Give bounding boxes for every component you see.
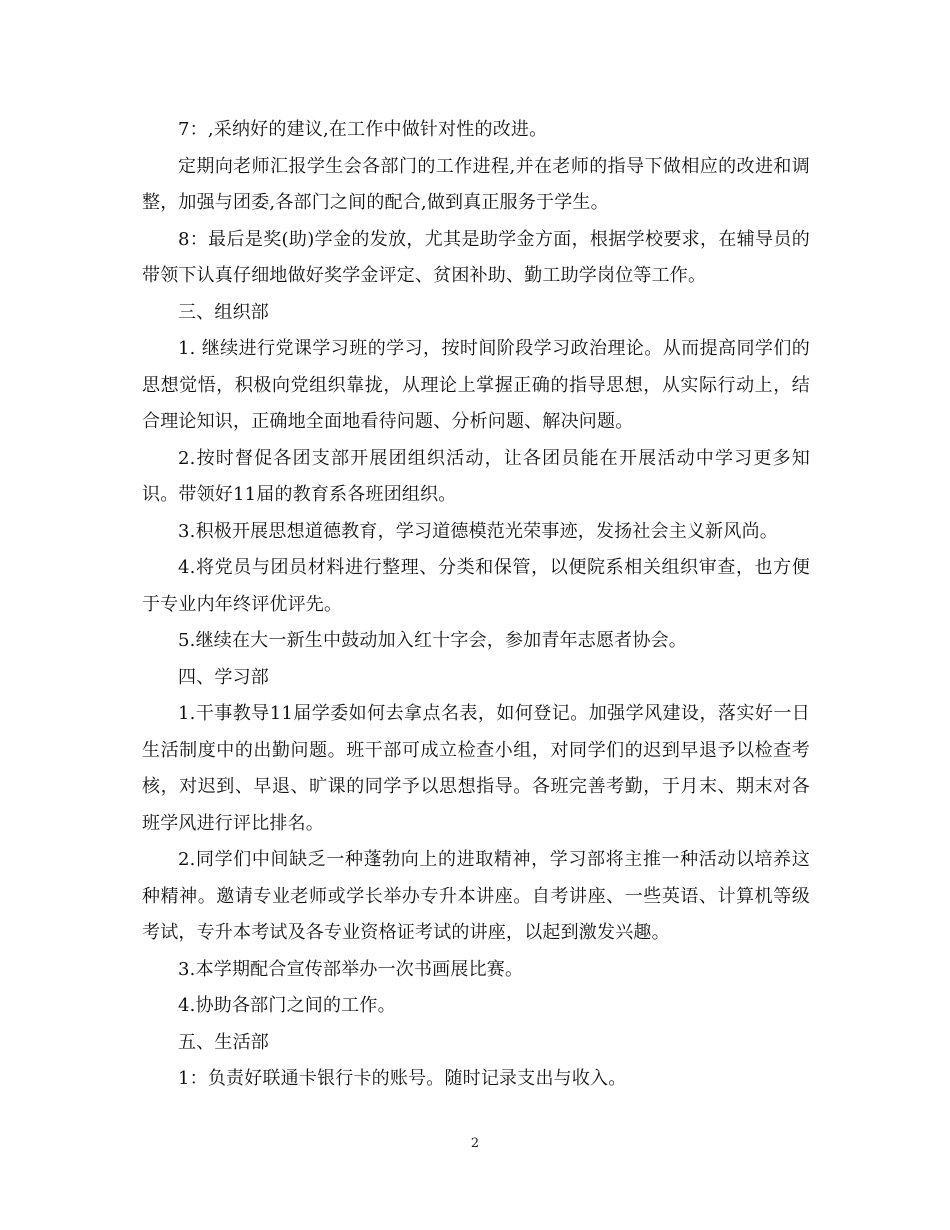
document-body: [142, 112, 810, 1098]
org-item-4: 4.将党员与团员材料进行整理、分类和保管，以便院系相关组织审查，也方便于专业内年终评优评先。: [142, 557, 810, 615]
org-item-2: 2.按时督促各团支部开展团组织活动，让各团员能在开展活动中学习更多知识。带领好11届的教育系各班团组织。: [142, 447, 810, 505]
page-number: 2: [470, 1136, 480, 1151]
study-item-3: 3.本学期配合宣传部举办一次书画展比赛。: [178, 958, 524, 980]
section-heading-life: 五、生活部: [178, 1031, 269, 1053]
org-item-5: 5.继续在大一新生中鼓动加入红十字会，参加青年志愿者协会。: [178, 630, 687, 651]
paragraph-item-8-scholarship: 8：最后是奖(助)学金的发放，尤其是助学金方面，根据学校要求，在辅导员的带领下认真仔细地做好奖学金评定、贫困补助、勤工助学岗位等工作。: [142, 228, 810, 286]
study-item-1: 1.干事教导11届学委如何去拿点名表，如何登记。加强学风建设，落实好一日生活制度中的出勤问题。班干部可成立检查小组，对同学们的迟到早退予以检查考核，对迟到、早退、旷课的同学予以思想指导。各班完善考勤，于月末、期末对各班学风进行评比排名。: [142, 703, 810, 834]
study-item-4: 4.协助各部门之间的工作。: [178, 995, 396, 1016]
study-item-2: 2.同学们中间缺乏一种蓬勃向上的进取精神，学习部将主推一种活动以培养这种精神。邀请专业老师或学长举办专升本讲座。自考讲座、一些英语、计算机等级考试，专升本考试及各专业资格证考试的讲座，以起到激发兴趣。: [142, 849, 810, 943]
section-heading-study: 四、学习部: [178, 666, 269, 688]
life-item-1: 1：负责好联通卡银行卡的账号。随时记录支出与收入。: [178, 1068, 627, 1089]
paragraph-item-7: 7：,采纳好的建议,在工作中做针对性的改进。: [178, 119, 548, 140]
section-heading-organization: 三、组织部: [178, 301, 269, 323]
org-item-1: 1. 继续进行党课学习班的学习，按时间阶段学习政治理论。从而提高同学们的思想觉悟，积极向党组织靠拢，从理论上掌握正确的指导思想，从实际行动上，结合理论知识，正确地全面地看待问题、分析问题、解决问题。: [142, 338, 810, 432]
org-item-3: 3.积极开展思想道德教育，学习道德模范光荣事迹，发扬社会主义新风尚。: [178, 520, 778, 542]
paragraph-report-progress: 定期向老师汇报学生会各部门的工作进程,并在老师的指导下做相应的改进和调整，加强与团委,各部门之间的配合,做到真正服务于学生。: [142, 155, 810, 213]
